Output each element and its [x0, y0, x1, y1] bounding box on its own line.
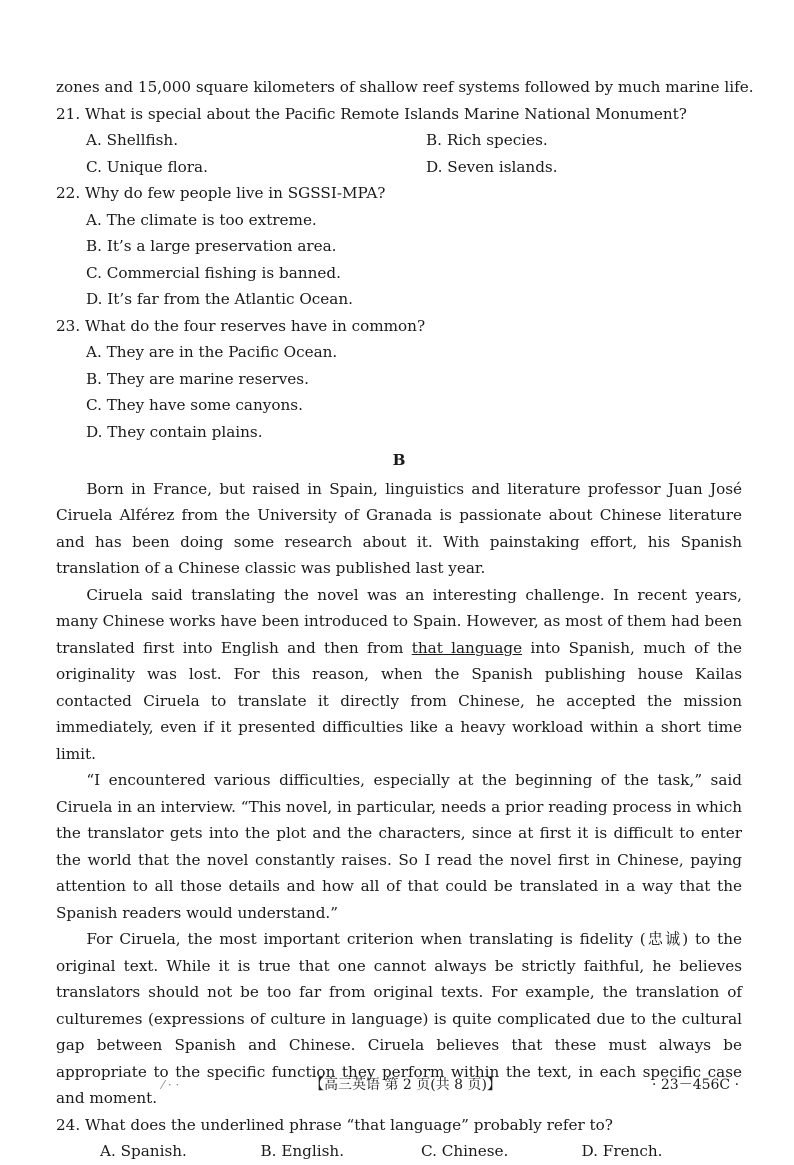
question-24-stem: 24. What does the underlined phrase “that language” probably refer to?: [56, 1115, 613, 1134]
question-21-option-a[interactable]: A. Shellfish.: [86, 131, 179, 149]
question-23-option-d[interactable]: D. They contain plains.: [86, 422, 263, 441]
question-23-option-c[interactable]: C. They have some canyons.: [86, 396, 303, 414]
question-24-option-d[interactable]: D. French.: [581, 1142, 663, 1160]
question-22-stem: 22. Why do few people live in SGSSI-MPA?: [56, 184, 386, 202]
passage-a-closing-line: zones and 15,000 square kilometers of shallow reef systems followed by much marine life.: [56, 78, 754, 96]
passage-b-paragraph-1: Born in France, but raised in Spain, linguistics and literature professor Juan José Ciruela Alférez from the University of Granada is passionate about Chinese literature and has been doing some research about it. With painstaking effort, his Spanish translation of a Chinese classic was published last year.: [56, 479, 742, 577]
passage-b-paragraph-3: “I encountered various difficulties, especially at the beginning of the task,” said Ciruela in an interview. “This novel, in particular, needs a prior reading process in which the translator gets into the plot and the characters, since at first it is difficult to enter the world that the novel constantly raises. So I read the novel first in Chinese, paying attention to all those details and how all of that could be translated in a way that the Spanish readers would understand.”: [56, 771, 742, 922]
question-24-option-a[interactable]: A. Spanish.: [100, 1142, 187, 1160]
question-22: [56, 180, 742, 313]
question-21-option-c[interactable]: C. Unique flora.: [86, 157, 208, 176]
question-24-option-b[interactable]: B. English.: [260, 1142, 345, 1160]
section-b-heading: B: [392, 451, 406, 469]
question-21: [56, 101, 742, 181]
question-23-option-b[interactable]: B. They are marine reserves.: [86, 369, 309, 388]
question-22-option-c[interactable]: C. Commercial fishing is banned.: [86, 263, 341, 282]
question-23: [56, 313, 742, 446]
question-22-option-b[interactable]: B. It’s a large preservation area.: [86, 237, 337, 255]
footer-exam-code: · 23－456C ·: [652, 1077, 740, 1093]
question-24-option-c[interactable]: C. Chinese.: [421, 1142, 509, 1160]
footer-page-label: 【高三英语 第 2 页(共 8 页)】: [310, 1077, 501, 1093]
question-22-option-a[interactable]: A. The climate is too extreme.: [86, 210, 317, 229]
question-22-option-d[interactable]: D. It’s far from the Atlantic Ocean.: [86, 290, 353, 308]
page-footer: [0, 1072, 794, 1096]
underlined-phrase: that language: [411, 638, 523, 657]
passage-b-paragraph-4: For Ciruela, the most important criterion when translating is fidelity (忠诚) to the original text. While it is true that one cannot always be strictly faithful, he believes translators should not be too far from original texts. For example, the translation of culturemes (expressions of culture in language) is quite complicated due to the cultural gap between Spanish and Chinese. Ciruela believes that these must always be appropriate to the specific function they perform within the text, in each specific case and moment.: [56, 930, 742, 1107]
question-21-stem: 21. What is special about the Pacific Remote Islands Marine National Monument?: [56, 104, 687, 123]
passage-b-paragraph-2: Ciruela said translating the novel was an interesting challenge. In recent years, many Chinese works have been introduced to Spain. However, as most of them had been translated first into English and then from that language into Spanish, much of the originality was lost. For this reason, when the Spanish publishing house Kailas contacted Ciruela to translate it directly from Chinese, he accepted the mission immediately, even if it presented difficulties like a heavy workload within a short time limit.: [56, 585, 742, 763]
question-21-option-b[interactable]: B. Rich species.: [426, 131, 548, 149]
question-23-stem: 23. What do the four reserves have in common?: [56, 316, 426, 335]
scan-mark-icon: ⁄ · ·: [162, 1078, 180, 1092]
question-23-option-a[interactable]: A. They are in the Pacific Ocean.: [86, 343, 338, 361]
question-21-option-d[interactable]: D. Seven islands.: [426, 157, 558, 176]
question-24: [56, 1112, 742, 1165]
